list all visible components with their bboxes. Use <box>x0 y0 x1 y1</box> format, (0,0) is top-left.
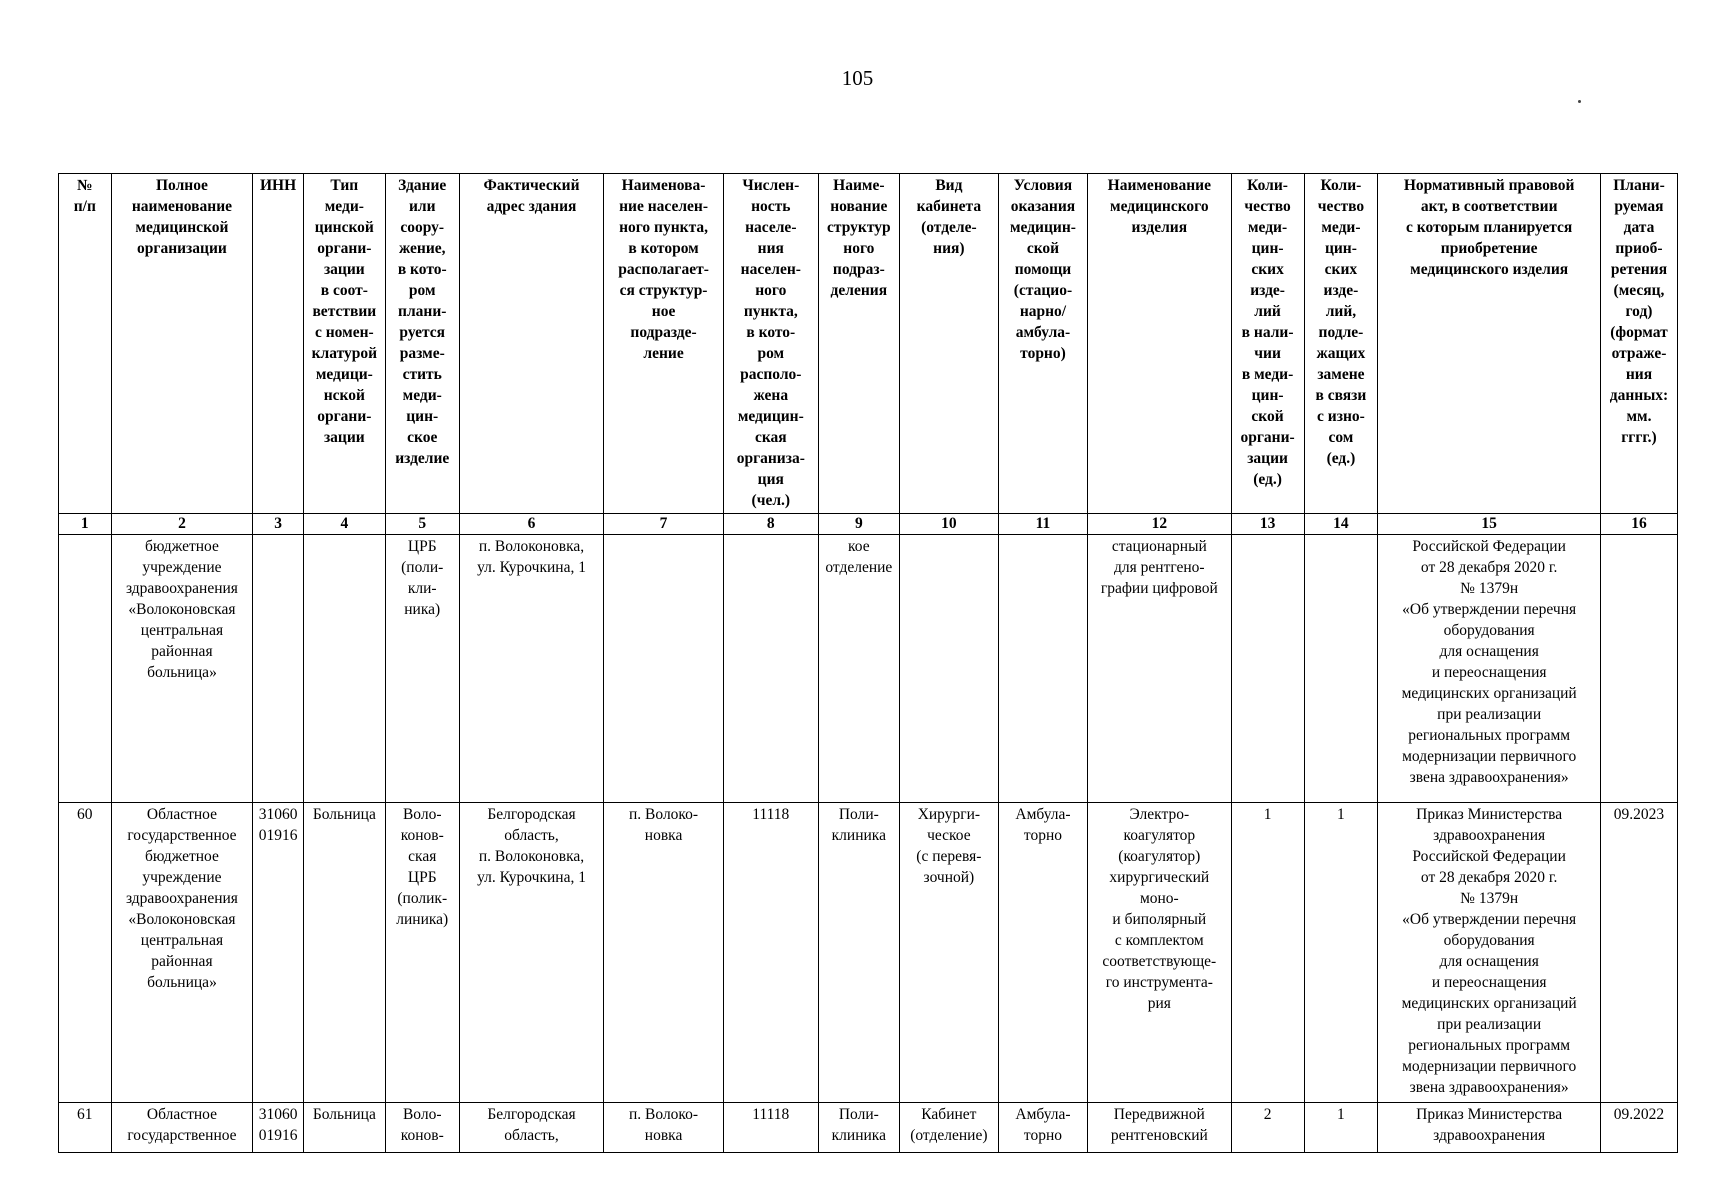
cell-qty-have: 2 <box>1231 1103 1304 1153</box>
cell-cabinet: Хирурги- ческое (с перевя- зочной) <box>899 803 998 1103</box>
column-number: 9 <box>818 514 899 535</box>
column-number: 16 <box>1600 514 1677 535</box>
cell-settlement: п. Волоко- новка <box>604 1103 723 1153</box>
cell-type: Больница <box>303 1103 385 1153</box>
cell-address: п. Волоконовка, ул. Курочкина, 1 <box>459 535 604 803</box>
cell-population: 11118 <box>723 803 818 1103</box>
column-number: 5 <box>385 514 459 535</box>
page-number: 105 <box>841 66 874 90</box>
cell-inn: 31060 01916 <box>253 1103 304 1153</box>
cell-population <box>723 535 818 803</box>
header-cell-qty-have: Коли- чество меди- цин- ских изде- лий в нали- чии в меди- цин- ской органи- зации (ед.) <box>1231 174 1304 514</box>
cell-date: 09.2023 <box>1600 803 1677 1103</box>
table-row <box>59 803 1678 1103</box>
column-number: 11 <box>998 514 1087 535</box>
cell-device: стационарный для рентгено- графии цифровой <box>1087 535 1231 803</box>
cell-settlement: п. Волоко- новка <box>604 803 723 1103</box>
table-header-row <box>59 174 1678 514</box>
column-number: 13 <box>1231 514 1304 535</box>
header-cell-org: Полное наименование медицинской организации <box>111 174 253 514</box>
column-number: 15 <box>1378 514 1601 535</box>
cell-date <box>1600 535 1677 803</box>
column-number-row <box>59 514 1678 535</box>
cell-act: Приказ Министерства здравоохранения <box>1378 1103 1601 1153</box>
cell-cabinet <box>899 535 998 803</box>
cell-qty-have: 1 <box>1231 803 1304 1103</box>
cell-conditions: Амбула- торно <box>998 803 1087 1103</box>
header-cell-conditions: Условия оказания медицин- ской помощи (стацио- нарно/ амбула- торно) <box>998 174 1087 514</box>
cell-unit: кое отделение <box>818 535 899 803</box>
cell-qty-have <box>1231 535 1304 803</box>
header-cell-population: Числен- ность населе- ния населен- ного пункта, в кото- ром располо- жена медицин- ская организа- ция (чел.) <box>723 174 818 514</box>
header-cell-cabinet: Вид кабинета (отделе- ния) <box>899 174 998 514</box>
cell-conditions <box>998 535 1087 803</box>
cell-qty-replace <box>1304 535 1378 803</box>
table-row <box>59 1103 1678 1153</box>
header-cell-type: Тип меди- цинской органи- зации в соот- ветствии с номен- клатурой медици- нской органи- зации <box>303 174 385 514</box>
header-cell-inn: ИНН <box>253 174 304 514</box>
column-number: 7 <box>604 514 723 535</box>
cell-unit: Поли- клиника <box>818 803 899 1103</box>
cell-address: Белгородская область, п. Волоконовка, ул. Курочкина, 1 <box>459 803 604 1103</box>
cell-device: Передвижной рентгеновский <box>1087 1103 1231 1153</box>
cell-date: 09.2022 <box>1600 1103 1677 1153</box>
cell-settlement <box>604 535 723 803</box>
cell-unit: Поли- клиника <box>818 1103 899 1153</box>
cell-building: Воло- конов- <box>385 1103 459 1153</box>
column-number: 8 <box>723 514 818 535</box>
header-cell-building: Здание или соору- жение, в кото- ром плани- руется разме- стить меди- цин- ское изделие <box>385 174 459 514</box>
cell-type: Больница <box>303 803 385 1103</box>
cell-conditions: Амбула- торно <box>998 1103 1087 1153</box>
cell-num: 60 <box>59 803 112 1103</box>
cell-building: ЦРБ (поли- кли- ника) <box>385 535 459 803</box>
cell-type <box>303 535 385 803</box>
column-number: 12 <box>1087 514 1231 535</box>
header-cell-num: № п/п <box>59 174 112 514</box>
table-row <box>59 535 1678 803</box>
cell-qty-replace: 1 <box>1304 803 1378 1103</box>
cell-org: Областное государственное бюджетное учреждение здравоохранения «Волоконовская центральная районная больница» <box>111 803 253 1103</box>
equipment-table <box>58 173 1678 1153</box>
cell-inn <box>253 535 304 803</box>
column-number: 14 <box>1304 514 1378 535</box>
header-cell-qty-replace: Коли- чество меди- цин- ских изде- лий, подле- жащих замене в связи с изно- сом (ед.) <box>1304 174 1378 514</box>
cell-num <box>59 535 112 803</box>
cell-population: 11118 <box>723 1103 818 1153</box>
column-number: 3 <box>253 514 304 535</box>
header-cell-settlement: Наименова- ние населен- ного пункта, в котором располагает- ся структур- ное подразде- ление <box>604 174 723 514</box>
header-cell-date: Плани- руемая дата приоб- ретения (месяц, год) (формат отраже- ния данных: мм. гггг.) <box>1600 174 1677 514</box>
column-number: 1 <box>59 514 112 535</box>
cell-act: Российской Федерации от 28 декабря 2020 г. № 1379н «Об утверждении перечня оборудования для оснащения и переоснащения медицинских организаций при реализации региональных программ модернизации первичного звена здравоохранения» <box>1378 535 1601 803</box>
header-cell-address: Фактический адрес здания <box>459 174 604 514</box>
column-number: 6 <box>459 514 604 535</box>
column-number: 4 <box>303 514 385 535</box>
column-number: 10 <box>899 514 998 535</box>
cell-act: Приказ Министерства здравоохранения Российской Федерации от 28 декабря 2020 г. № 1379н «Об утверждении перечня оборудования для оснащения и переоснащения медицинских организаций при реализации региональных программ модернизации первичного звена здравоохранения» <box>1378 803 1601 1103</box>
cell-org: бюджетное учреждение здравоохранения «Волоконовская центральная районная больница» <box>111 535 253 803</box>
cell-qty-replace: 1 <box>1304 1103 1378 1153</box>
cell-device: Электро- коагулятор (коагулятор) хирургический моно- и биполярный с комплектом соответствующе- го инструмента- рия <box>1087 803 1231 1103</box>
column-number: 2 <box>111 514 253 535</box>
header-cell-unit: Наиме- нование структур ного подраз- деления <box>818 174 899 514</box>
cell-num: 61 <box>59 1103 112 1153</box>
header-cell-device: Наименование медицинского изделия <box>1087 174 1231 514</box>
header-cell-act: Нормативный правовой акт, в соответствии с которым планируется приобретение медицинского изделия <box>1378 174 1601 514</box>
cell-building: Воло- конов- ская ЦРБ (полик- линика) <box>385 803 459 1103</box>
scan-speck <box>1578 100 1581 103</box>
cell-inn: 31060 01916 <box>253 803 304 1103</box>
cell-address: Белгородская область, <box>459 1103 604 1153</box>
cell-org: Областное государственное <box>111 1103 253 1153</box>
cell-cabinet: Кабинет (отделение) <box>899 1103 998 1153</box>
